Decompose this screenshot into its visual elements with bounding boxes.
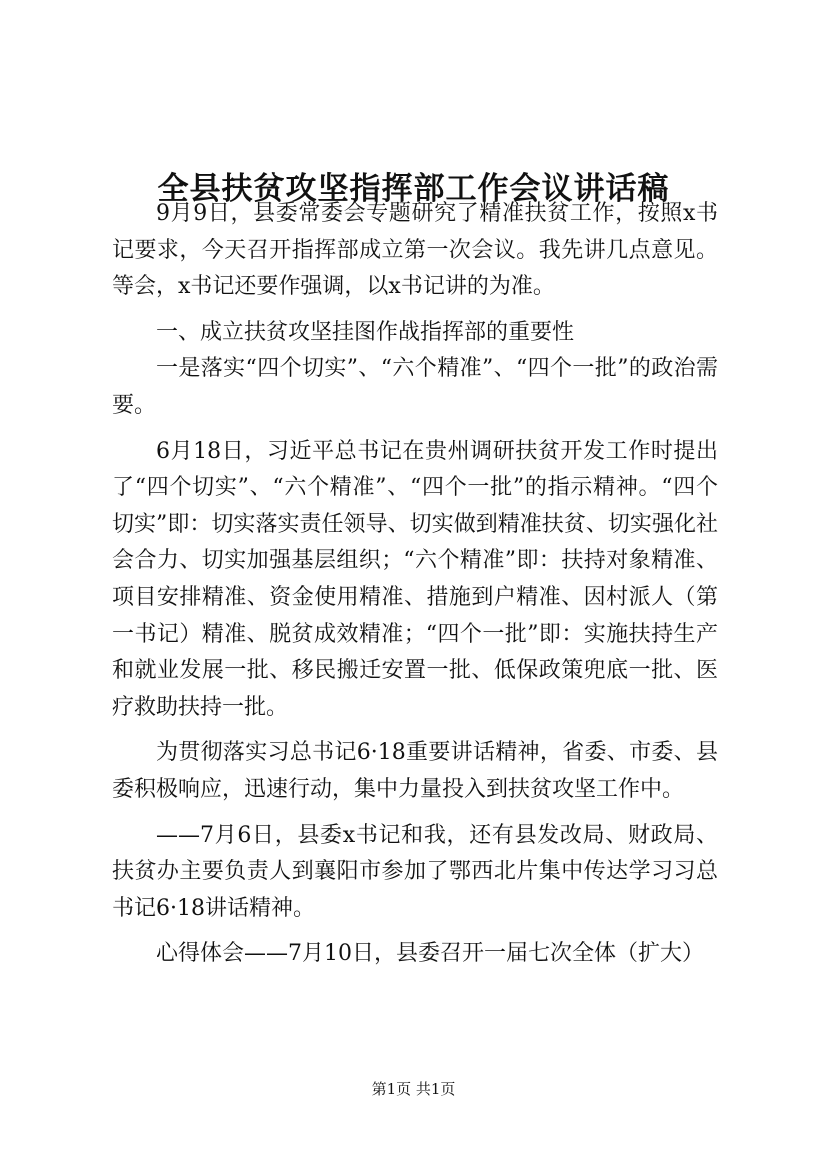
paragraph-july-6: ——7月6日，县委x书记和我，还有县发改局、财政局、扶贫办主要负责人到襄阳市参加了鄂西北片集中传达学习习总书记6·18讲话精神。 <box>112 822 718 921</box>
paragraph-instructions: 6月18日，习近平总书记在贵州调研扶贫开发工作时提出了“四个切实”、“六个精准”、“四个一批”的指示精神。“四个切实”即：切实落实责任领导、切实做到精准扶贫、切实强化社会合力、切实加强基层组织；“六个精准”即：扶持对象精准、项目安排精准、资金使用精准、措施到户精准、因村派人（第一书记）精准、脱贫成效精准；“四个一批”即：实施扶持生产和就业发展一批、移民搬迁安置一批、低保政策兜底一批、医疗救助扶持一批。 <box>112 438 718 720</box>
page-number-footer: 第1页 共1页 <box>371 1080 456 1098</box>
paragraph-intro: 9月9日，县委常委会专题研究了精准扶贫工作，按照x书记要求，今天召开指挥部成立第一次会议。我先讲几点意见。等会，x书记还要作强调，以x书记讲的为准。 <box>112 201 718 300</box>
paragraph-implementation: 为贯彻落实习总书记6·18重要讲话精神，省委、市委、县委积极响应，迅速行动，集中力量投入到扶贫攻坚工作中。 <box>112 740 718 802</box>
paragraph-july-10: 心得体会——7月10日，县委召开一届七次全体（扩大） <box>156 941 704 967</box>
paragraph-point-one: 一是落实“四个切实”、“六个精准”、“四个一批”的政治需要。 <box>112 356 718 418</box>
document-body <box>112 196 718 982</box>
section-heading: 一、成立扶贫攻坚挂图作战指挥部的重要性 <box>156 319 575 345</box>
document-title: 全县扶贫攻坚指挥部工作会议讲话稿 <box>157 170 670 207</box>
